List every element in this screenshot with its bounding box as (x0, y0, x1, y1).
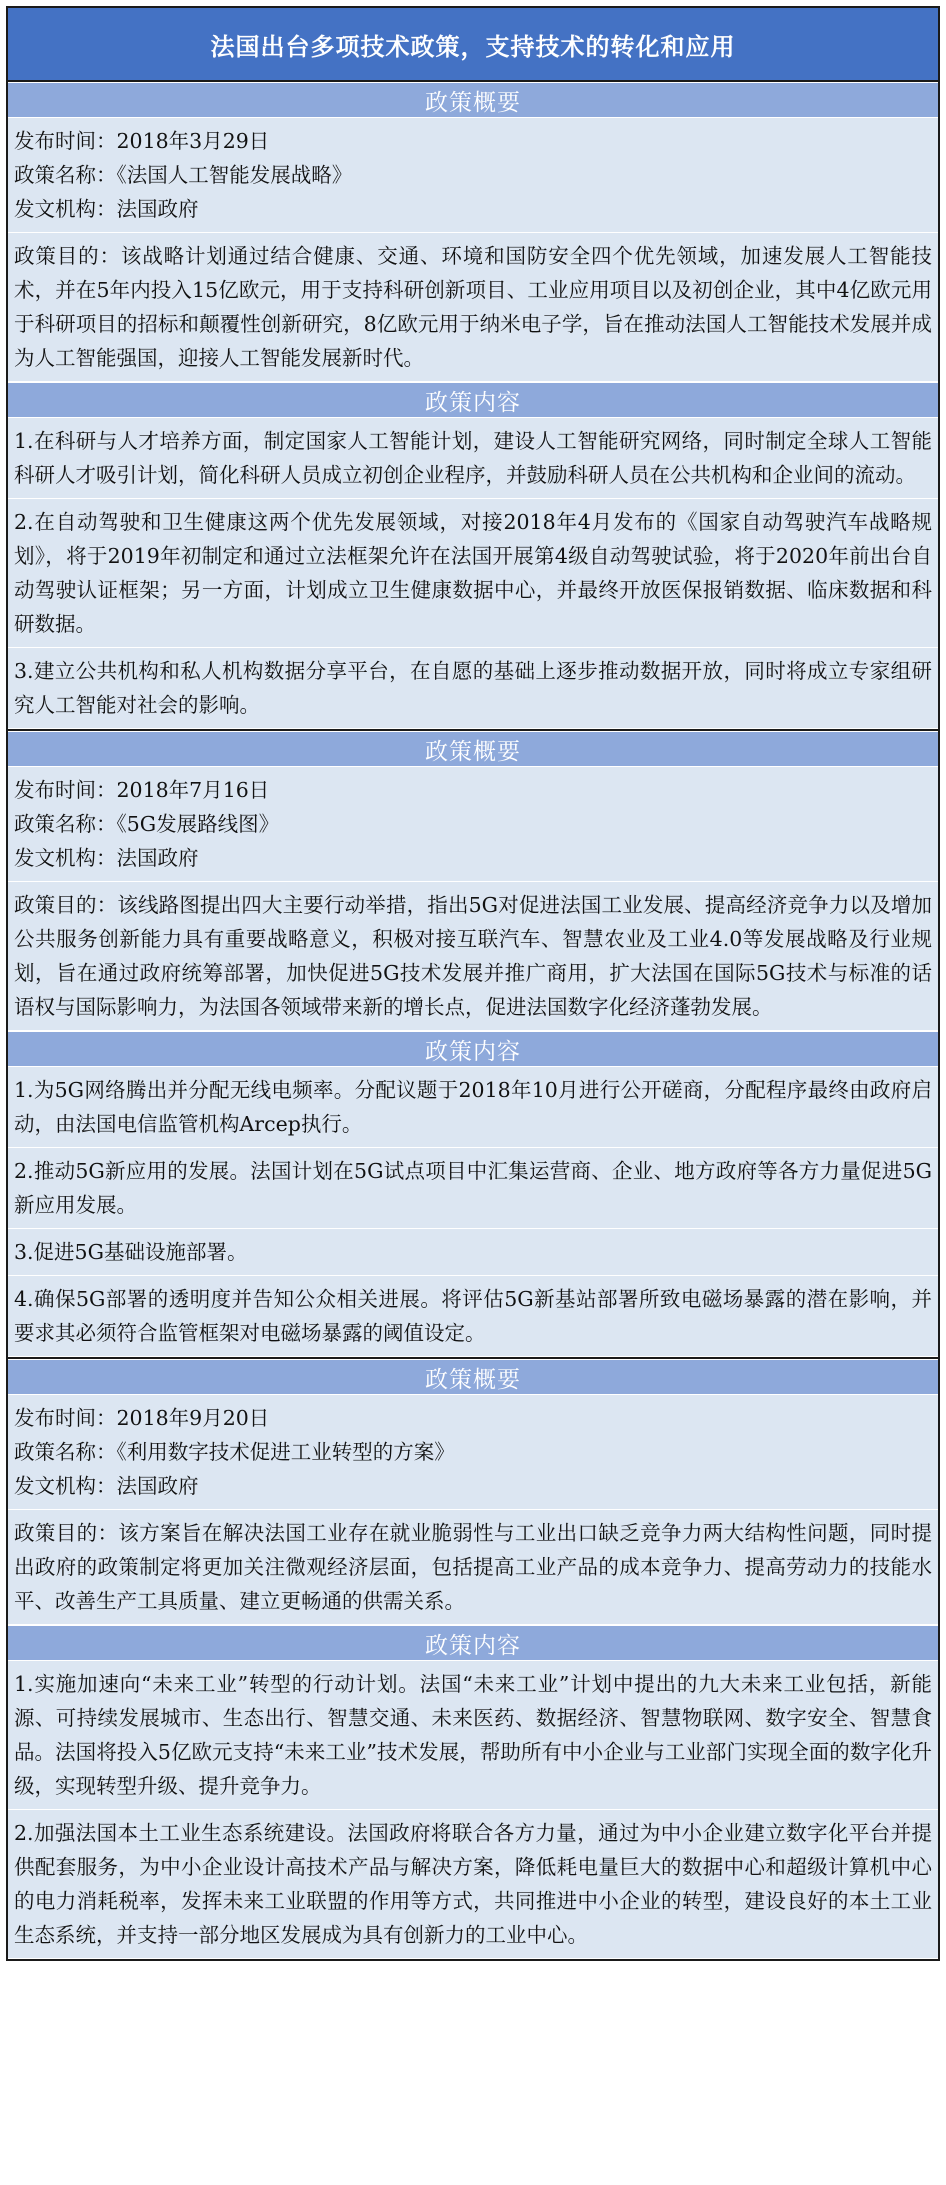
overview-header: 政策概要 (8, 731, 938, 767)
content-header: 政策内容 (8, 1625, 938, 1661)
content-item: 1.在科研与人才培养方面，制定国家人工智能计划，建设人工智能研究网络，同时制定全球人工智能科研人才吸引计划，简化科研人员成立初创企业程序，并鼓励科研人员在公共机构和企业间的流动。 (8, 418, 938, 499)
content-header: 政策内容 (8, 1031, 938, 1067)
policy-purpose: 政策目的：该线路图提出四大主要行动举措，指出5G对促进法国工业发展、提高经济竞争力以及增加公共服务创新能力具有重要战略意义，积极对接互联汽车、智慧农业及工业4.0等发展战略及行业规划，旨在通过政府统筹部署，加快促进5G技术发展并推广商用，扩大法国在国际5G技术与标准的话语权与国际影响力，为法国各领域带来新的增长点，促进法国数字化经济蓬勃发展。 (8, 882, 938, 1031)
content-item: 1.实施加速向“未来工业”转型的行动计划。法国“未来工业”计划中提出的九大未来工业包括，新能源、可持续发展城市、生态出行、智慧交通、未来医药、数据经济、智慧物联网、数字安全、智慧食品。法国将投入5亿欧元支持“未来工业”技术发展，帮助所有中小企业与工业部门实现全面的数字化升级，实现转型升级、提升竞争力。 (8, 1661, 938, 1810)
policy-purpose: 政策目的：该方案旨在解决法国工业存在就业脆弱性与工业出口缺乏竞争力两大结构性问题，同时提出政府的政策制定将更加关注微观经济层面，包括提高工业产品的成本竞争力、提高劳动力的技能水平、改善生产工具质量、建立更畅通的供需关系。 (8, 1510, 938, 1625)
overview-header: 政策概要 (8, 82, 938, 118)
publish-date: 发布时间：2018年9月20日 (14, 1406, 270, 1430)
overview-header: 政策概要 (8, 1359, 938, 1395)
content-item: 3.促进5G基础设施部署。 (8, 1229, 938, 1276)
issuing-agency: 发文机构：法国政府 (14, 1474, 199, 1498)
policy-meta (8, 118, 938, 233)
issuing-agency: 发文机构：法国政府 (14, 197, 199, 221)
policy-name: 政策名称：《5G发展路线图》 (14, 812, 280, 836)
policy-purpose: 政策目的：该战略计划通过结合健康、交通、环境和国防安全四个优先领域，加速发展人工智能技术，并在5年内投入15亿欧元，用于支持科研创新项目、工业应用项目以及初创企业，其中4亿欧元用于科研项目的招标和颠覆性创新研究，8亿欧元用于纳米电子学，旨在推动法国人工智能技术发展并成为人工智能强国，迎接人工智能发展新时代。 (8, 233, 938, 382)
content-item: 4.确保5G部署的透明度并告知公众相关进展。将评估5G新基站部署所致电磁场暴露的潜在影响，并要求其必须符合监管框架对电磁场暴露的阈值设定。 (8, 1276, 938, 1357)
publish-date: 发布时间：2018年3月29日 (14, 129, 270, 153)
content-item: 1.为5G网络腾出并分配无线电频率。分配议题于2018年10月进行公开磋商，分配程序最终由政府启动，由法国电信监管机构Arcep执行。 (8, 1067, 938, 1148)
policy-meta (8, 1395, 938, 1510)
content-item: 2.在自动驾驶和卫生健康这两个优先发展领域，对接2018年4月发布的《国家自动驾驶汽车战略规划》，将于2019年初制定和通过立法框架允许在法国开展第4级自动驾驶试验，将于2020年前出台自动驾驶认证框架；另一方面，计划成立卫生健康数据中心，并最终开放医保报销数据、临床数据和科研数据。 (8, 499, 938, 648)
document-title: 法国出台多项技术政策，支持技术的转化和应用 (8, 8, 938, 82)
publish-date: 发布时间：2018年7月16日 (14, 778, 270, 802)
issuing-agency: 发文机构：法国政府 (14, 846, 199, 870)
policy-document (6, 6, 940, 1961)
content-item: 2.加强法国本土工业生态系统建设。法国政府将联合各方力量，通过为中小企业建立数字化平台并提供配套服务，为中小企业设计高技术产品与解决方案，降低耗电量巨大的数据中心和超级计算机中心的电力消耗税率，发挥未来工业联盟的作用等方式，共同推进中小企业的转型，建设良好的本土工业生态系统，并支持一部分地区发展成为具有创新力的工业中心。 (8, 1810, 938, 1959)
policy-meta (8, 767, 938, 882)
policy-name: 政策名称：《利用数字技术促进工业转型的方案》 (14, 1440, 455, 1464)
content-item: 3.建立公共机构和私人机构数据分享平台，在自愿的基础上逐步推动数据开放，同时将成立专家组研究人工智能对社会的影响。 (8, 648, 938, 729)
content-item: 2.推动5G新应用的发展。法国计划在5G试点项目中汇集运营商、企业、地方政府等各方力量促进5G新应用发展。 (8, 1148, 938, 1229)
policy-block (8, 729, 938, 1357)
policy-name: 政策名称：《法国人工智能发展战略》 (14, 163, 353, 187)
policy-block (8, 1357, 938, 1959)
content-header: 政策内容 (8, 382, 938, 418)
policy-block (8, 82, 938, 729)
